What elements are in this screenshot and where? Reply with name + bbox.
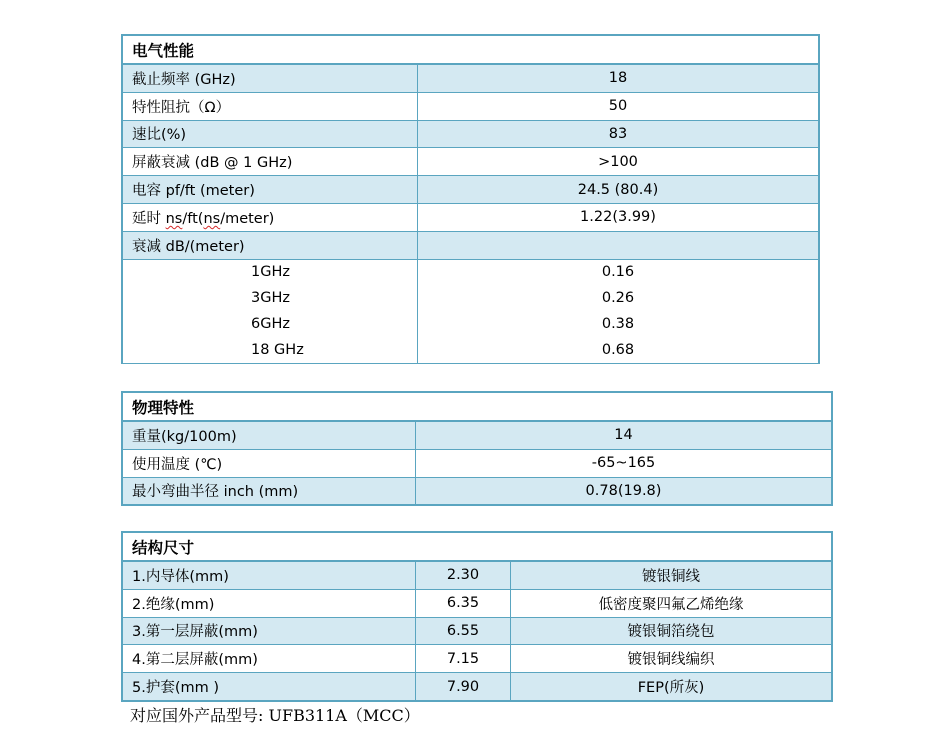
electrical-table: [121, 34, 820, 364]
attenuation-value: 0.16: [418, 259, 819, 285]
freq-label: 6GHz: [123, 311, 418, 337]
table-row: [123, 120, 819, 148]
row-label: 1.内导体(mm): [123, 561, 416, 589]
table-row: [123, 64, 819, 92]
freq-label: 18 GHz: [123, 337, 418, 363]
row-label: 最小弯曲半径 inch (mm): [123, 477, 416, 505]
table-row: [123, 92, 819, 120]
attenuation-value: 0.26: [418, 285, 819, 311]
attenuation-row: [123, 285, 819, 311]
row-desc: 镀银铜线编织: [511, 645, 832, 673]
row-value: 6.55: [416, 617, 511, 645]
row-desc: 镀银铜线: [511, 561, 832, 589]
table-row: [123, 421, 832, 449]
row-label: 速比(%): [123, 120, 418, 148]
table-row: [123, 231, 819, 259]
label-prefix: 延时: [132, 210, 166, 227]
row-value: 6.35: [416, 589, 511, 617]
row-value: -65~165: [416, 449, 832, 477]
spellcheck-word: ns: [203, 210, 221, 227]
row-label: 电容 pf/ft (meter): [123, 176, 418, 204]
row-value: 18: [418, 64, 819, 92]
row-label: 重量(kg/100m): [123, 421, 416, 449]
structure-table: [121, 531, 833, 702]
table-row: [123, 477, 832, 505]
row-label: 特性阻抗（Ω）: [123, 92, 418, 120]
table-row: [123, 645, 832, 673]
row-label: 5.护套(mm ): [123, 673, 416, 701]
physical-title: 物理特性: [123, 393, 832, 422]
label-part: /ft(: [182, 210, 204, 227]
table-row: [123, 561, 832, 589]
structure-title: 结构尺寸: [123, 533, 832, 562]
freq-label: 1GHz: [123, 259, 418, 285]
row-value: 83: [418, 120, 819, 148]
row-desc: 镀银铜箔绕包: [511, 617, 832, 645]
table-row: [123, 203, 819, 231]
spellcheck-word: ns: [165, 210, 183, 227]
equivalent-model-note: 对应国外产品型号: UFB311A（MCC）: [130, 706, 420, 725]
table-row: [123, 673, 832, 701]
row-desc: FEP(所灰): [511, 673, 832, 701]
row-label: 衰减 dB/(meter): [123, 231, 418, 259]
attenuation-value: 0.38: [418, 311, 819, 337]
row-label: 3.第一层屏蔽(mm): [123, 617, 416, 645]
row-desc: 低密度聚四氟乙烯绝缘: [511, 589, 832, 617]
attenuation-row: [123, 259, 819, 285]
row-value: 7.90: [416, 673, 511, 701]
freq-label: 3GHz: [123, 285, 418, 311]
physical-table: [121, 391, 833, 506]
row-value: 7.15: [416, 645, 511, 673]
row-value: 50: [418, 92, 819, 120]
row-value: >100: [418, 148, 819, 176]
row-value: 1.22(3.99): [418, 203, 819, 231]
electrical-title: 电气性能: [123, 36, 819, 65]
row-value: 24.5 (80.4): [418, 176, 819, 204]
row-label: 4.第二层屏蔽(mm): [123, 645, 416, 673]
table-row: [123, 176, 819, 204]
row-value: [418, 231, 819, 259]
table-row: [123, 449, 832, 477]
label-part: /meter): [220, 210, 275, 227]
row-label: 截止频率 (GHz): [123, 64, 418, 92]
row-label: 使用温度 (℃): [123, 449, 416, 477]
row-label: 屏蔽衰减 (dB @ 1 GHz): [123, 148, 418, 176]
attenuation-row: [123, 311, 819, 337]
row-label: 2.绝缘(mm): [123, 589, 416, 617]
attenuation-value: 0.68: [418, 337, 819, 363]
row-value: 2.30: [416, 561, 511, 589]
table-row: [123, 589, 832, 617]
table-row: [123, 148, 819, 176]
row-value: 0.78(19.8): [416, 477, 832, 505]
attenuation-row: [123, 337, 819, 363]
row-label: [123, 203, 418, 231]
row-value: 14: [416, 421, 832, 449]
table-row: [123, 617, 832, 645]
